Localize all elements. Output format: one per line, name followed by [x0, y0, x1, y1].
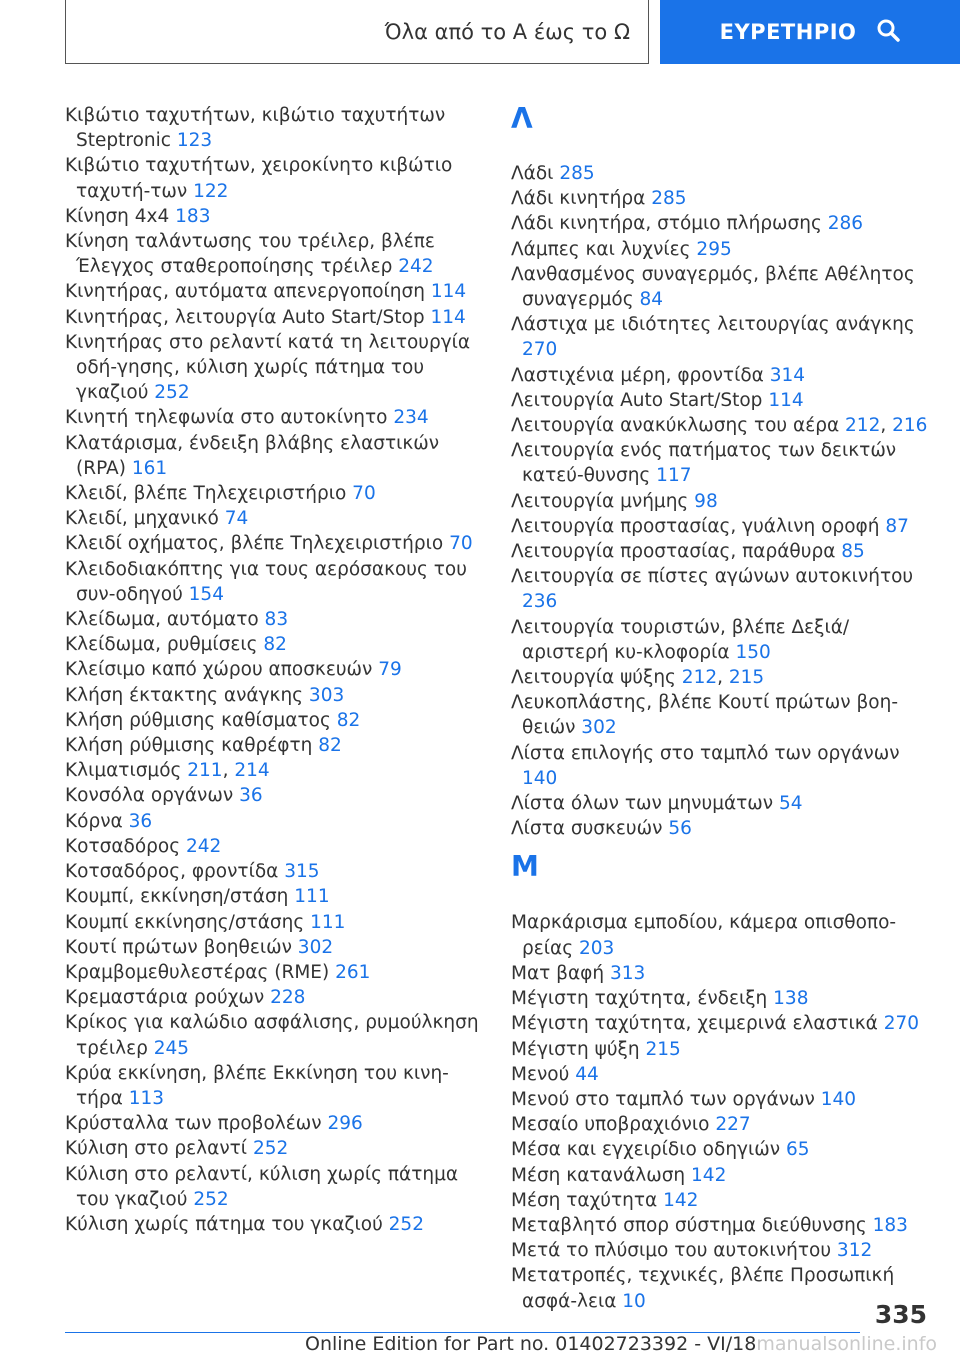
- index-entry: [65, 683, 485, 708]
- page-link[interactable]: 114: [768, 389, 804, 411]
- page-link[interactable]: 228: [270, 987, 306, 1009]
- section-letter-mu: Μ: [511, 850, 539, 884]
- page-link[interactable]: 85: [841, 541, 865, 563]
- index-entry: [511, 539, 931, 564]
- entry-text: Κινητήρας, λειτουργία Auto Start/Stop: [65, 306, 431, 328]
- section-lambda-entries: [511, 161, 931, 841]
- index-column-left: [65, 103, 485, 1237]
- page-link[interactable]: 123: [176, 130, 213, 152]
- tab-index-label: ΕΥΡΕΤΗΡΙΟ: [719, 20, 857, 44]
- edition-text: Online Edition for Part no. 01402723392 - VI/18: [305, 1333, 757, 1355]
- page-link[interactable]: 70: [352, 483, 376, 505]
- page-link[interactable]: 315: [284, 861, 320, 883]
- entry-text: Κλειδί οχήματος, βλέπε Τηλεχειριστήριο: [65, 533, 450, 555]
- index-entry: [65, 985, 485, 1010]
- entry-text: Λίστα συσκευών: [511, 818, 669, 840]
- index-entry: [65, 809, 485, 834]
- entry-text: Κλείδωμα, ρυθμίσεις: [65, 634, 264, 656]
- entry-text: Μέγιστη ψύξη: [511, 1038, 646, 1060]
- page-link[interactable]: 270: [883, 1013, 920, 1035]
- index-entry: [511, 1062, 931, 1087]
- index-entry: [65, 733, 485, 758]
- index-entry: [511, 1011, 931, 1036]
- entry-text: Μέση ταχύτητα: [511, 1189, 664, 1211]
- page-link[interactable]: 234: [393, 407, 429, 429]
- entry-text: Λευκοπλάστης, βλέπε Κουτί πρώτων βοη-θειών: [511, 692, 899, 739]
- page-link[interactable]: 285: [651, 188, 687, 210]
- page-link[interactable]: 302: [297, 936, 334, 958]
- page-link[interactable]: 203: [578, 937, 615, 959]
- index-entry: [65, 783, 485, 808]
- page-link[interactable]: 82: [263, 634, 287, 656]
- page-link[interactable]: 74: [224, 508, 249, 530]
- index-entry: [65, 1162, 485, 1212]
- page-link[interactable]: 252: [252, 1138, 289, 1160]
- index-entry: [511, 910, 931, 960]
- entry-text: Μέσα και εγχειρίδιο οδηγιών: [511, 1139, 786, 1161]
- index-entry: [65, 506, 485, 531]
- page-link[interactable]: 79: [378, 659, 402, 681]
- index-entry: [65, 1212, 485, 1237]
- index-entry: [511, 1188, 931, 1213]
- entry-text: Κλειδί, μηχανικό: [65, 508, 225, 530]
- index-entry: [511, 1037, 931, 1062]
- index-entry: [511, 1213, 931, 1238]
- page-link[interactable]: 245: [153, 1037, 190, 1059]
- index-column-right: [511, 103, 931, 1314]
- index-entry: [65, 1010, 485, 1060]
- entry-text: Κουτί πρώτων βοηθειών: [65, 936, 298, 958]
- index-entry: [65, 305, 485, 330]
- entry-text: Κύλιση στο ρελαντί: [65, 1138, 253, 1160]
- index-entry: Λειτουργία ψύξης 212, 215: [511, 667, 765, 689]
- index-entry: [511, 791, 931, 816]
- page-link[interactable]: 211: [187, 760, 223, 782]
- index-entry: [65, 632, 485, 657]
- index-entry: [511, 388, 931, 413]
- search-icon[interactable]: [876, 18, 900, 47]
- entry-text: Μέγιστη ταχύτητα, ένδειξη: [511, 988, 774, 1010]
- page-link[interactable]: 122: [193, 180, 229, 202]
- entry-text: Λειτουργία ενός πατήματος των δεικτών κατεύ-θυνσης: [511, 440, 897, 487]
- section-mu-entries: [511, 910, 931, 1313]
- index-entry: [65, 1136, 485, 1161]
- page-link[interactable]: 252: [388, 1213, 424, 1235]
- page-link[interactable]: 242: [398, 256, 434, 278]
- entry-text: Λάδι κινητήρα, στόμιο πλήρωσης: [511, 213, 828, 235]
- entry-text: Μαρκάρισμα εμποδίου, κάμερα οπισθοπο-ρείας: [511, 912, 897, 959]
- entry-text: Κρίκος για καλώδιο ασφάλισης, ρυμούλκηση τρέιλερ: [65, 1012, 479, 1059]
- entry-text: Κουμπί, εκκίνηση/στάση: [65, 886, 295, 908]
- entry-text: Μέγιστη ταχύτητα, χειμερινά ελαστικά: [511, 1013, 884, 1035]
- tab-index[interactable]: [660, 0, 960, 64]
- tab-all-a-to-z[interactable]: [65, 0, 649, 64]
- page-link[interactable]: 87: [885, 515, 909, 537]
- page-link[interactable]: 65: [785, 1139, 810, 1161]
- footer-edition: [305, 1333, 937, 1355]
- entry-text: Κινητή τηλεφωνία στο αυτοκίνητο: [65, 407, 394, 429]
- entry-text: Μετατροπές, τεχνικές, βλέπε Προσωπική ασφά-λεια: [511, 1265, 895, 1312]
- index-entry: [65, 229, 485, 279]
- index-entry: [511, 1137, 931, 1162]
- index-entry: [65, 153, 485, 203]
- index-entry: [511, 489, 931, 514]
- page-link[interactable]: 54: [779, 793, 803, 815]
- entry-text: Λειτουργία ανακύκλωσης του αέρα: [511, 415, 846, 437]
- page-link[interactable]: 150: [735, 641, 771, 663]
- page-link[interactable]: 242: [185, 835, 222, 857]
- entry-text: Μενού στο ταμπλό των οργάνων: [511, 1088, 821, 1110]
- page-link[interactable]: 313: [610, 962, 646, 984]
- entry-text: Μέση κατανάλωση: [511, 1164, 692, 1186]
- entry-text: Κουμπί εκκίνησης/στάσης: [65, 911, 311, 933]
- entry-text: Κιβώτιο ταχυτήτων, χειροκίνητο κιβώτιο ταχυτή-των: [65, 155, 453, 202]
- page-link[interactable]: 113: [128, 1087, 164, 1109]
- index-entry: [511, 741, 931, 791]
- index-entry: [65, 1111, 485, 1136]
- page-link[interactable]: 114: [430, 281, 467, 303]
- page-link[interactable]: 215: [728, 667, 765, 689]
- page-link[interactable]: 285: [559, 163, 595, 184]
- index-entry: [65, 557, 485, 607]
- entry-text: Λίστα όλων των μηνυμάτων: [511, 793, 780, 815]
- page-link[interactable]: 212: [845, 415, 881, 437]
- entry-text: Λάδι: [511, 163, 560, 184]
- index-entry: [511, 438, 931, 488]
- index-entry: [511, 237, 931, 262]
- page-link[interactable]: 154: [188, 583, 224, 605]
- index-entry: [511, 514, 931, 539]
- entry-text: Κύλιση στο ρελαντί, κύλιση χωρίς πάτημα του γκαζιού: [65, 1163, 459, 1210]
- page-link[interactable]: 84: [639, 289, 664, 311]
- entry-text: Κύλιση χωρίς πάτημα του γκαζιού: [65, 1213, 389, 1235]
- index-entry: [511, 690, 931, 740]
- index-entry: [511, 1238, 931, 1263]
- page-link[interactable]: 270: [522, 339, 558, 361]
- page-link[interactable]: 140: [820, 1088, 857, 1110]
- page-link[interactable]: 36: [128, 810, 153, 832]
- entry-text: Μεταβλητό σπορ σύστημα διεύθυνσης: [511, 1214, 873, 1236]
- page-link[interactable]: 98: [694, 490, 718, 512]
- index-entry: [511, 1163, 931, 1188]
- index-entry: [511, 1263, 931, 1313]
- index-entry: [511, 262, 931, 312]
- entry-text: Λειτουργία προστασίας, γυάλινη οροφή: [511, 515, 886, 537]
- page-link[interactable]: 111: [294, 886, 330, 908]
- index-entry: [511, 1112, 931, 1137]
- page-link[interactable]: 183: [175, 205, 211, 227]
- index-entry: [65, 431, 485, 481]
- entry-text: Λειτουργία ψύξης: [511, 667, 682, 689]
- entry-text: Κλείσιμο καπό χώρου αποσκευών: [65, 659, 379, 681]
- page-link[interactable]: 82: [318, 735, 342, 757]
- index-entry: Κλιματισμός 211, 214: [65, 760, 270, 782]
- tab-all-label: Όλα από το Α έως το Ω: [384, 19, 630, 44]
- header: [0, 0, 960, 66]
- entry-text: Λάδι κινητήρα: [511, 188, 652, 210]
- index-entry: [65, 708, 485, 733]
- index-entry: [65, 405, 485, 430]
- page-link[interactable]: 183: [872, 1214, 908, 1236]
- page-link[interactable]: 227: [715, 1114, 751, 1136]
- index-entry: [511, 161, 931, 186]
- page-link[interactable]: 295: [696, 238, 732, 260]
- entry-text: Κινητήρας, αυτόματα απενεργοποίηση: [65, 281, 431, 303]
- index-entry: [65, 859, 485, 884]
- index-entry: [65, 103, 485, 153]
- entry-text: Λειτουργία προστασίας, παράθυρα: [511, 541, 842, 563]
- index-entry: [511, 986, 931, 1011]
- entry-text: Κρεμαστάρια ρούχων: [65, 987, 271, 1009]
- index-entry: [511, 564, 931, 614]
- index-entry: [511, 1087, 931, 1112]
- entry-text: Κιβώτιο ταχυτήτων, κιβώτιο ταχυτήτων Steptronic: [65, 105, 446, 152]
- index-entry: [65, 884, 485, 909]
- page-number: 335: [874, 1300, 927, 1329]
- entry-text: Λειτουργία μνήμης: [511, 490, 695, 512]
- index-entry: [511, 961, 931, 986]
- entry-text: Κινητήρας στο ρελαντί κατά τη λειτουργία οδή-γησης, κύλιση χωρίς πάτημα του γκαζιού: [65, 331, 471, 404]
- entry-text: Κίνηση 4x4: [65, 205, 176, 227]
- entry-text: Μεσαίο υποβραχιόνιο: [511, 1114, 716, 1136]
- index-entry: [65, 481, 485, 506]
- index-entry: [511, 615, 931, 665]
- index-entry: [511, 186, 931, 211]
- page-link[interactable]: 252: [193, 1188, 229, 1210]
- entry-text: Κίνηση ταλάντωσης του τρέιλερ, βλέπε Έλεγχος σταθεροποίησης τρέιλερ: [65, 231, 435, 278]
- index-entry: [65, 204, 485, 229]
- entry-text: Κοτσαδόρος: [65, 835, 186, 857]
- entry-text: Κλιματισμός: [65, 760, 188, 782]
- entry-text: Λάμπες και λυχνίες: [511, 238, 697, 260]
- page-link[interactable]: 236: [522, 591, 558, 613]
- page-link[interactable]: 44: [575, 1063, 599, 1085]
- entry-text: Κλατάρισμα, ένδειξη βλάβης ελαστικών (RPA): [65, 432, 440, 479]
- page-link[interactable]: 214: [234, 760, 270, 782]
- page-link[interactable]: 215: [645, 1038, 681, 1060]
- entry-text: Λειτουργία σε πίστες αγώνων αυτοκινήτου: [511, 566, 914, 588]
- page-link[interactable]: 111: [310, 911, 346, 933]
- page-link[interactable]: 303: [308, 684, 345, 706]
- entry-text: Μενού: [511, 1063, 576, 1085]
- index-entry: [65, 330, 485, 406]
- index-entry: [511, 363, 931, 388]
- entry-text: Κλήση έκτακτης ανάγκης: [65, 684, 309, 706]
- index-entry: [65, 910, 485, 935]
- index-entry: [511, 211, 931, 236]
- page-link[interactable]: 117: [656, 465, 692, 487]
- entry-text: Κρύα εκκίνηση, βλέπε Εκκίνηση του κινη-τήρα: [65, 1062, 449, 1109]
- entry-text: Κραμβομεθυλεστέρας (RME): [65, 961, 336, 983]
- page-link[interactable]: 296: [327, 1113, 363, 1135]
- watermark: manualsonline.info: [756, 1333, 938, 1355]
- entry-text: Κοτσαδόρος, φροντίδα: [65, 861, 285, 883]
- page-link[interactable]: 114: [430, 306, 466, 328]
- page-link[interactable]: 302: [581, 717, 617, 739]
- page-link[interactable]: 140: [522, 767, 558, 789]
- page-link[interactable]: 252: [154, 382, 190, 404]
- page-link[interactable]: 212: [681, 667, 718, 689]
- entry-text: Κονσόλα οργάνων: [65, 785, 240, 807]
- index-entry: [511, 816, 931, 841]
- entry-text: Κλήση ρύθμισης καθίσματος: [65, 709, 337, 731]
- index-entry: [65, 279, 485, 304]
- page-link[interactable]: 142: [691, 1164, 727, 1186]
- page-link[interactable]: 286: [827, 213, 864, 235]
- index-entry: [65, 531, 485, 556]
- entry-text: Κλείδωμα, αυτόματο: [65, 609, 265, 631]
- section-letter-lambda: Λ: [511, 102, 533, 135]
- index-entry: [65, 960, 485, 985]
- entry-text: Λίστα επιλογής στο ταμπλό των οργάνων: [511, 742, 900, 764]
- page-link[interactable]: 36: [239, 785, 263, 807]
- page-link[interactable]: 56: [668, 818, 692, 840]
- page-link[interactable]: 216: [892, 415, 928, 437]
- index-entry: [511, 312, 931, 362]
- entry-text: Κλήση ρύθμισης καθρέφτη: [65, 735, 319, 757]
- page-link[interactable]: 261: [335, 961, 371, 983]
- entry-text: Λανθασμένος συναγερμός, βλέπε Αθέλητος συναγερμός: [511, 263, 915, 311]
- page-link[interactable]: 10: [622, 1290, 646, 1312]
- index-entry: Λειτουργία ανακύκλωσης του αέρα 212, 216: [511, 415, 928, 437]
- index-entry: [65, 657, 485, 682]
- page-link[interactable]: 138: [773, 988, 809, 1010]
- entry-text: Λάστιχα με ιδιότητες λειτουργίας ανάγκης: [511, 314, 915, 336]
- entry-text: Μετά το πλύσιμο του αυτοκινήτου: [511, 1240, 837, 1262]
- index-entry: [65, 935, 485, 960]
- entry-text: Ματ βαφή: [511, 962, 610, 984]
- entry-text: Κρύσταλλα των προβολέων: [65, 1113, 328, 1135]
- page-link[interactable]: 312: [836, 1240, 873, 1262]
- page-link[interactable]: 83: [264, 609, 289, 631]
- page-link[interactable]: 142: [663, 1189, 699, 1211]
- index-entry: [65, 834, 485, 859]
- page-link[interactable]: 314: [769, 364, 806, 386]
- entry-text: Κόρνα: [65, 810, 129, 832]
- index-entry: [65, 1061, 485, 1111]
- entry-text: Λειτουργία Auto Start/Stop: [511, 389, 769, 411]
- entry-text: Λειτουργία τουριστών, βλέπε Δεξιά/αριστερή κυ-κλοφορία: [511, 616, 850, 663]
- page-link[interactable]: 161: [131, 457, 168, 479]
- index-entry: [65, 607, 485, 632]
- entry-text: Λαστιχένια μέρη, φροντίδα: [511, 364, 770, 386]
- page-link[interactable]: 70: [449, 533, 473, 555]
- entry-text: Κλειδοδιακόπτης για τους αερόσακους του συν-οδηγού: [65, 558, 467, 605]
- entry-text: Κλειδί, βλέπε Τηλεχειριστήριο: [65, 483, 353, 505]
- page-link[interactable]: 82: [336, 709, 361, 731]
